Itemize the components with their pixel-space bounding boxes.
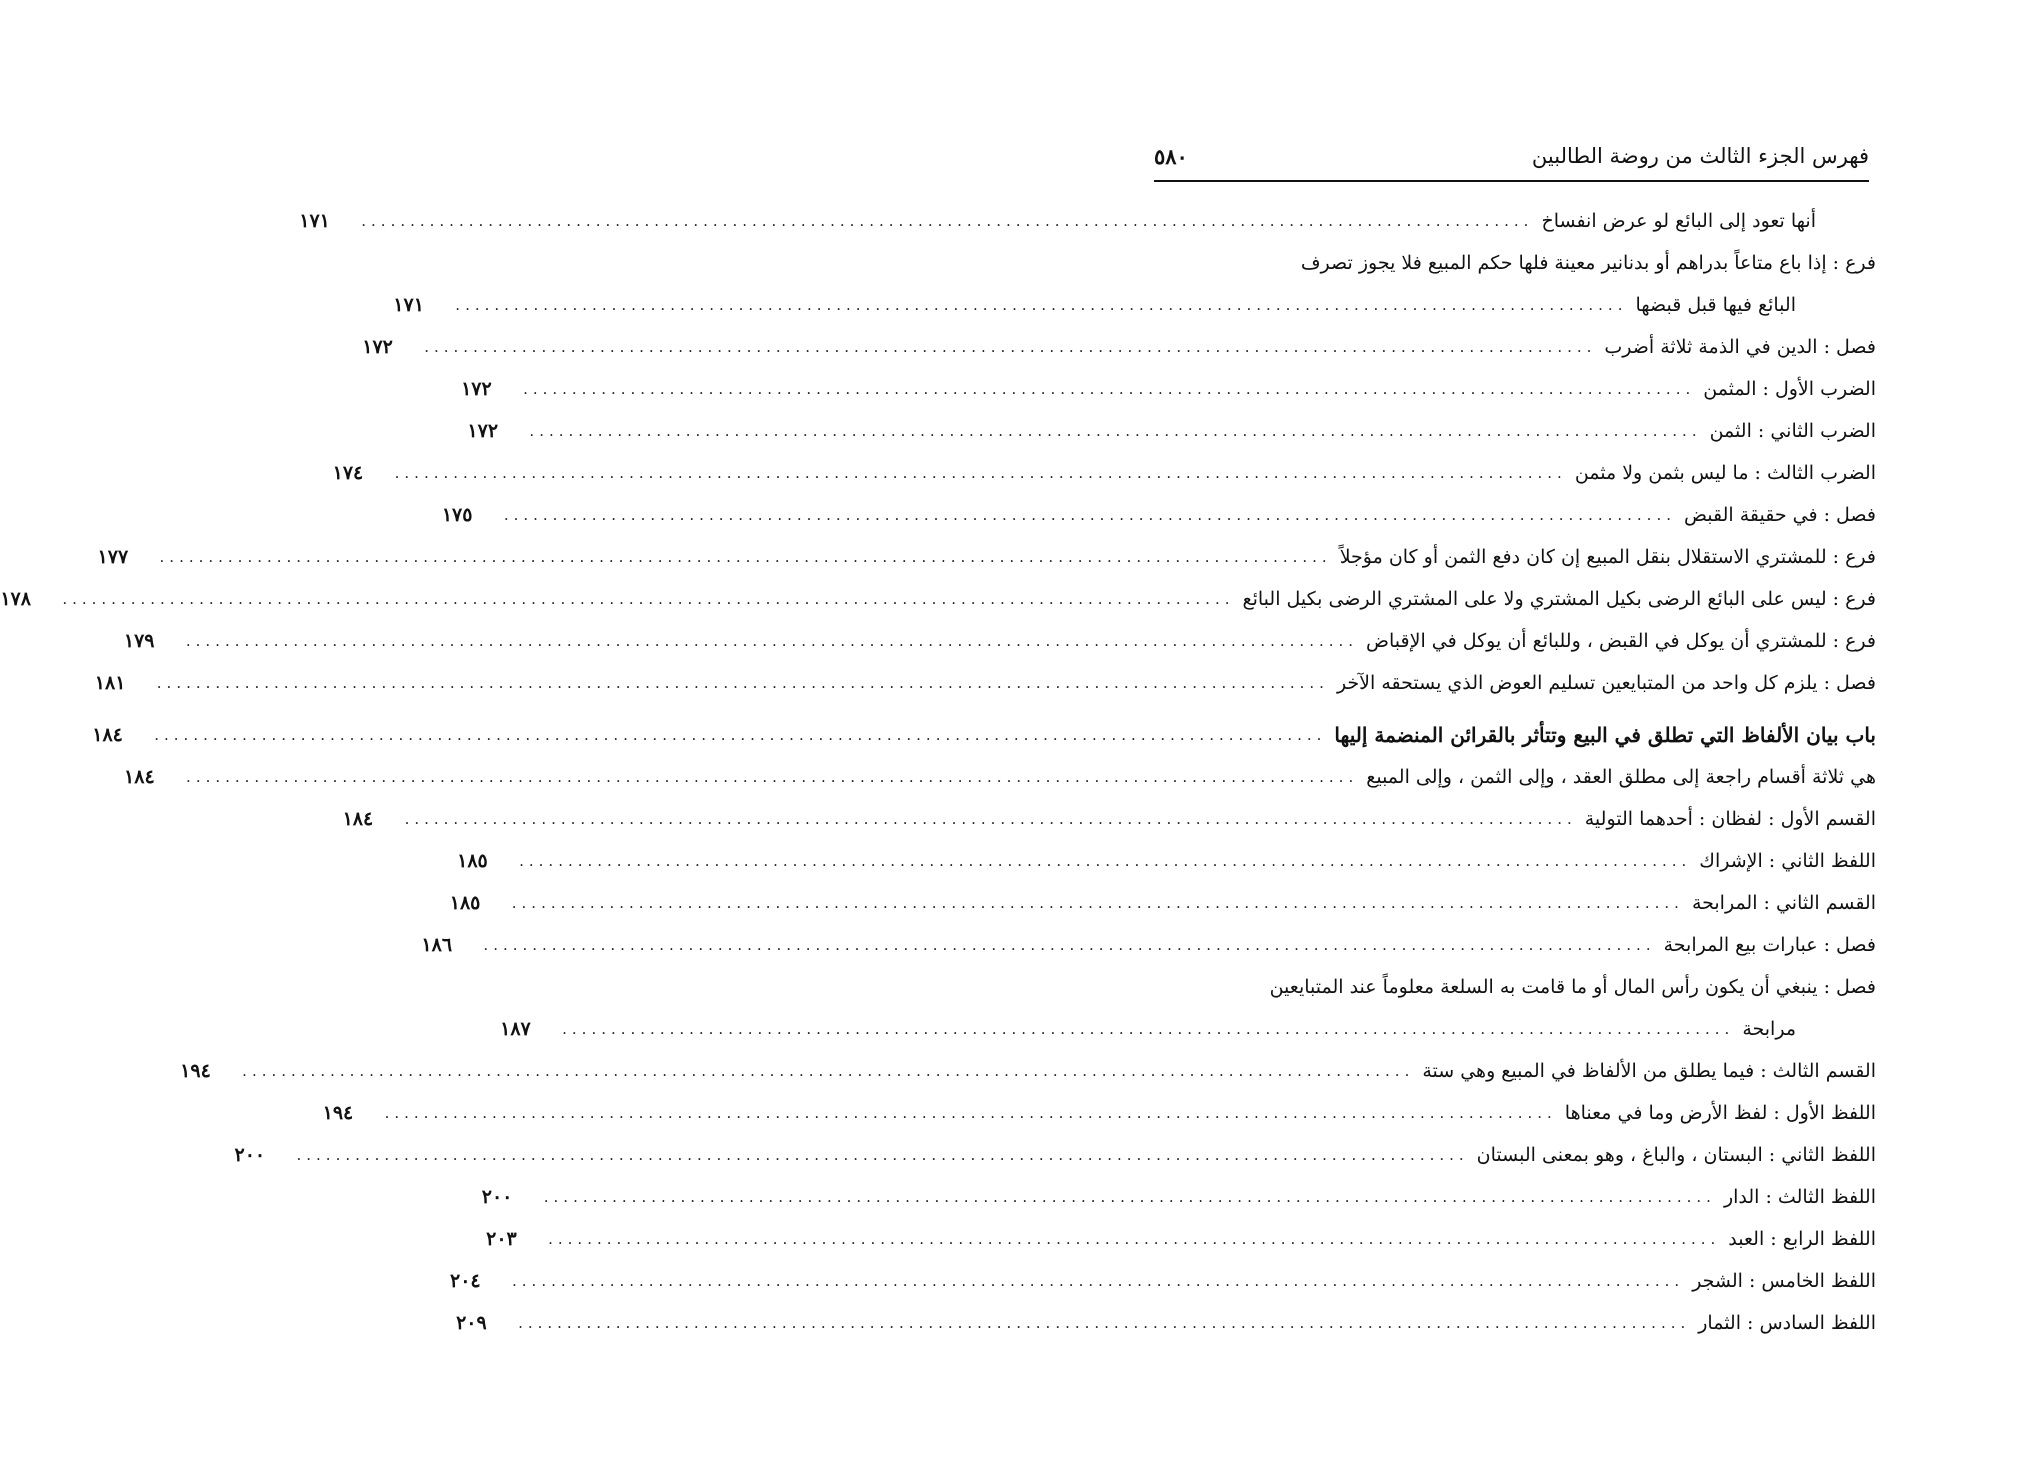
toc-entry-page: ١٩٤: [180, 1060, 211, 1082]
dot-leader: ........................................................................................................................: [455, 296, 1628, 314]
dot-leader: ........................................................................................................................: [483, 936, 1656, 954]
running-title: فهرس الجزء الثالث من روضة الطالبين: [1531, 144, 1869, 168]
toc-entry-page: ١٧١: [393, 294, 424, 316]
toc-entry-page: ١٧٤: [332, 462, 364, 484]
toc-entry: [450, 1260, 1876, 1302]
toc-entry-page: ١٩٤: [322, 1102, 354, 1124]
toc-entry-page: ٢٠٠: [481, 1186, 513, 1208]
dot-leader: ........................................................................................................................: [518, 1314, 1691, 1332]
running-header: [1154, 140, 1869, 182]
toc-entry: [456, 1302, 1876, 1344]
dot-leader: ........................................................................................................................: [543, 1188, 1716, 1206]
toc-entry: [342, 798, 1876, 840]
dot-leader: ........................................................................................................................: [503, 506, 1676, 524]
toc-entry: [393, 284, 1876, 326]
dot-leader: ........................................................................................................................: [62, 590, 1235, 608]
dot-leader: ........................................................................................................................: [511, 894, 1684, 912]
toc-entry-page: ١٨٥: [457, 850, 488, 872]
toc-entry-title: اللفظ الرابع : العبد: [1728, 1228, 1876, 1250]
toc-entry-page: ١٧٥: [441, 504, 473, 526]
toc-entry: [299, 200, 1876, 242]
toc-entry-title: مرابحة: [1742, 1018, 1796, 1040]
toc-entry-page: ١٨٤: [342, 808, 374, 830]
toc-chapter-heading: [92, 714, 1876, 756]
toc-entry-page: ١٧٧: [97, 546, 129, 568]
dot-leader: ........................................................................................................................: [159, 548, 1332, 566]
dot-leader: ........................................................................................................................: [242, 1062, 1415, 1080]
toc-entry: [481, 1176, 1876, 1218]
page-number: ٥٨٠: [1154, 144, 1188, 169]
toc-entry-page: ١٨٥: [449, 892, 481, 914]
toc-entry-title: فصل : عبارات بيع المرابحة: [1663, 934, 1876, 956]
toc-entry: [94, 662, 1876, 704]
table-of-contents: [0, 200, 1876, 1344]
toc-entry: [457, 840, 1876, 882]
dot-leader: ........................................................................................................................: [186, 768, 1359, 786]
dot-leader: ........................................................................................................................: [519, 852, 1692, 870]
dot-leader: ........................................................................................................................: [156, 674, 1329, 692]
toc-entry-title: اللفظ الخامس : الشجر: [1692, 1270, 1876, 1292]
dot-leader: ........................................................................................................................: [529, 422, 1702, 440]
toc-entry-page: ١٧٢: [467, 420, 499, 442]
toc-entry-title: القسم الثالث : فيما يطلق من الألفاظ في المبيع وهي ستة: [1422, 1060, 1876, 1082]
toc-entry-page: ١٨١: [94, 672, 126, 694]
toc-entry-title: باب بيان الألفاظ التي تطلق في البيع وتتأثر بالقرائن المنضمة إليها: [1334, 723, 1876, 747]
toc-entry: [322, 1092, 1876, 1134]
toc-entry-title: الضرب الثاني : الثمن: [1709, 420, 1876, 442]
toc-entry: [180, 1050, 1876, 1092]
toc-entry-page: ١٧٩: [123, 630, 155, 652]
toc-entry-title: الضرب الثالث : ما ليس بثمن ولا مثمن: [1574, 462, 1876, 484]
toc-entry: [0, 578, 1876, 620]
toc-entry-page: ١٨٦: [421, 934, 453, 956]
toc-entry-page: ٢٠٩: [456, 1312, 487, 1334]
toc-entry: [421, 924, 1876, 966]
toc-entry-title: فرع : للمشتري الاستقلال بنقل المبيع إن كان دفع الثمن أو كان مؤجلاً: [1339, 546, 1876, 568]
toc-entry-title: فرع : للمشتري أن يوكل في القبض ، وللبائع أن يوكل في الإقباض: [1366, 630, 1876, 652]
dot-leader: ........................................................................................................................: [512, 1272, 1685, 1290]
toc-entry: [1154, 242, 1876, 284]
toc-entry-title: اللفظ الثاني : البستان ، والباغ ، وهو بمعنى البستان: [1476, 1144, 1876, 1166]
toc-entry-page: ١٧١: [299, 210, 330, 232]
toc-entry-title: فرع : ليس على البائع الرضى بكيل المشتري ولا على المشتري الرضى بكيل البائع: [1242, 588, 1876, 610]
dot-leader: ........................................................................................................................: [523, 380, 1696, 398]
dot-leader: ........................................................................................................................: [424, 338, 1597, 356]
toc-entry-title: اللفظ الثالث : الدار: [1723, 1186, 1876, 1208]
toc-entry-title: الضرب الأول : المثمن: [1703, 378, 1876, 400]
toc-entry: [234, 1134, 1876, 1176]
toc-entry-title: اللفظ الأول : لفظ الأرض وما في معناها: [1564, 1102, 1876, 1124]
toc-entry-page: ١٧٢: [362, 336, 393, 358]
toc-entry: [486, 1218, 1876, 1260]
dot-leader: ........................................................................................................................: [404, 810, 1577, 828]
toc-entry: [123, 620, 1876, 662]
toc-entry-page: ١٨٤: [124, 766, 155, 788]
toc-entry-page: ٢٠٠: [234, 1144, 266, 1166]
toc-entry: [449, 882, 1876, 924]
toc-entry: [1154, 966, 1876, 1008]
toc-entry-page: ٢٠٤: [450, 1270, 481, 1292]
toc-entry: [332, 452, 1876, 494]
toc-entry-page: ١٧٢: [461, 378, 492, 400]
toc-entry-page: ١٧٨: [0, 588, 31, 610]
toc-entry-title: فصل : في حقيقة القبض: [1683, 504, 1876, 526]
toc-entry-title: فصل : يلزم كل واحد من المتبايعين تسليم العوض الذي يستحقه الآخر: [1336, 672, 1876, 694]
toc-entry-title: أنها تعود إلى البائع لو عرض انفساخ: [1541, 210, 1816, 232]
toc-entry-title: اللفظ السادس : الثمار: [1698, 1312, 1876, 1334]
dot-leader: ........................................................................................................................: [384, 1104, 1557, 1122]
toc-entry: [441, 494, 1876, 536]
toc-entry-title: هي ثلاثة أقسام راجعة إلى مطلق العقد ، وإلى الثمن ، وإلى المبيع: [1366, 766, 1876, 788]
toc-entry-title: فصل : الدين في الذمة ثلاثة أضرب: [1604, 336, 1876, 358]
dot-leader: ........................................................................................................................: [562, 1020, 1735, 1038]
toc-entry: [467, 410, 1876, 452]
toc-entry-page: ١٨٧: [500, 1018, 531, 1040]
dot-leader: ........................................................................................................................: [548, 1230, 1721, 1248]
toc-entry-title: اللفظ الثاني : الإشراك: [1699, 850, 1876, 872]
toc-entry-page: ٢٠٣: [486, 1228, 517, 1250]
dot-leader: ........................................................................................................................: [154, 726, 1327, 744]
toc-entry-title: البائع فيها قبل قبضها: [1635, 294, 1796, 316]
toc-entry: [362, 326, 1876, 368]
dot-leader: ........................................................................................................................: [361, 212, 1534, 230]
toc-entry: [124, 756, 1876, 798]
toc-entry-title: فرع : إذا باع متاعاً بدراهم أو بدنانير معينة فلها حكم المبيع فلا يجوز تصرف: [1300, 252, 1876, 274]
toc-entry-title: فصل : ينبغي أن يكون رأس المال أو ما قامت به السلعة معلوماً عند المتبايعين: [1269, 976, 1876, 998]
toc-entry: [500, 1008, 1876, 1050]
dot-leader: ........................................................................................................................: [185, 632, 1359, 650]
dot-leader: ........................................................................................................................: [296, 1146, 1469, 1164]
toc-entry-title: القسم الأول : لفظان : أحدهما التولية: [1584, 808, 1876, 830]
toc-entry: [97, 536, 1876, 578]
toc-entry: [461, 368, 1876, 410]
toc-entry-title: القسم الثاني : المرابحة: [1691, 892, 1876, 914]
dot-leader: ........................................................................................................................: [394, 464, 1567, 482]
toc-entry-page: ١٨٤: [92, 724, 123, 746]
